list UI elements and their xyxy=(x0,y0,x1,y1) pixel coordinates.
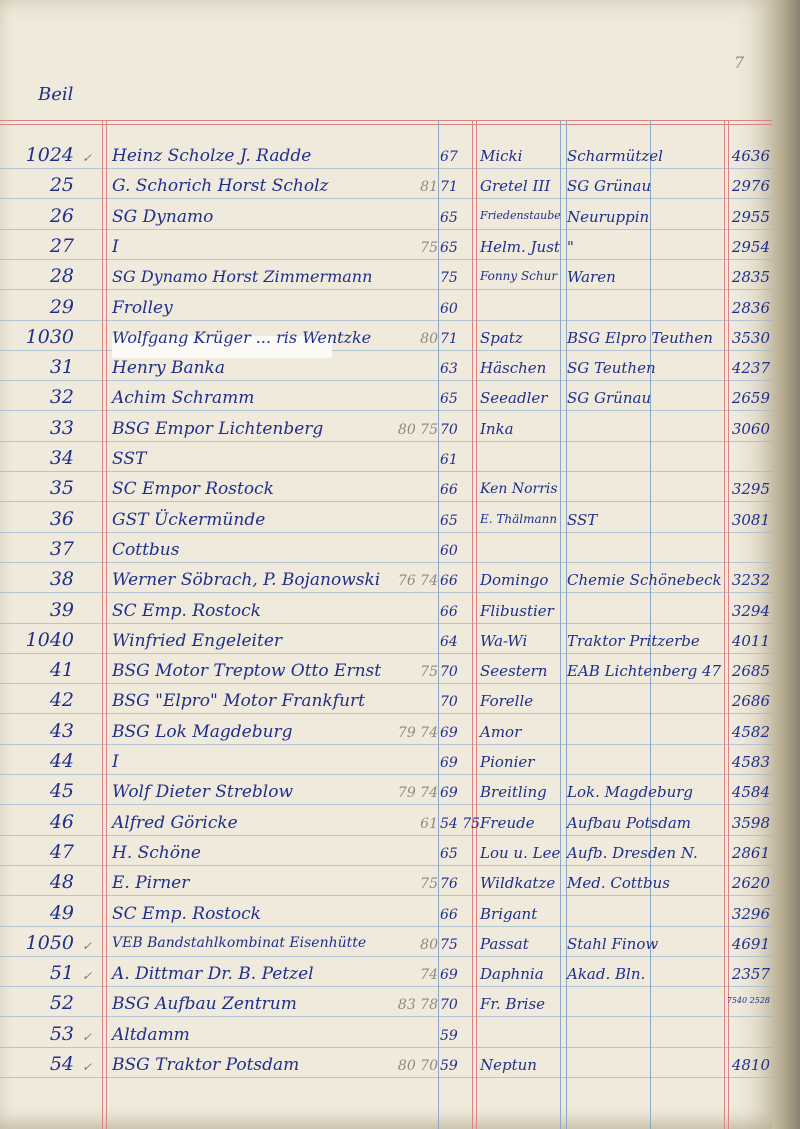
header-red-rule-2 xyxy=(0,124,772,125)
owner-name: GST Ückermünde xyxy=(112,509,266,530)
horse-name: Pionier xyxy=(480,753,535,771)
entry-number: 49 xyxy=(49,901,74,924)
year: 69 xyxy=(440,724,458,741)
owner-name: SC Empor Rostock xyxy=(112,479,274,500)
brand-number: 3598 xyxy=(731,813,770,832)
price: 80 75 xyxy=(397,421,438,438)
club: Scharmützel xyxy=(567,147,663,165)
year: 71 xyxy=(440,330,458,347)
owner-name: Alfred Göricke xyxy=(112,812,238,833)
owner-name: BSG "Elpro" Motor Frankfurt xyxy=(112,691,365,712)
owner-name: VEB Bandstahlkombinat Eisenhütte xyxy=(112,934,367,951)
brand-number: 2659 xyxy=(731,389,770,408)
horse-name: Wildkatze xyxy=(480,874,556,893)
entry-number: 36 xyxy=(49,507,74,530)
price: 75 xyxy=(420,239,438,256)
owner-name: SG Dynamo xyxy=(112,206,214,227)
year: 60 xyxy=(440,542,458,559)
brand-number: 4583 xyxy=(731,753,770,771)
owner-name: BSG Empor Lichtenberg xyxy=(112,418,324,439)
year: 66 xyxy=(440,482,458,499)
brand-number: 2836 xyxy=(731,298,770,317)
table-row xyxy=(0,384,772,412)
owner-name: Wolf Dieter Streblow xyxy=(112,782,294,803)
brand-number: 3232 xyxy=(731,571,770,590)
owner-name: E. Pirner xyxy=(112,873,190,894)
entry-number: 1024 xyxy=(25,144,74,166)
year: 66 xyxy=(440,603,458,620)
price: 76 74 xyxy=(397,573,438,590)
table-row xyxy=(0,354,772,382)
year: 69 xyxy=(440,755,458,771)
brand-number: 4584 xyxy=(731,783,770,802)
owner-name: Altdamm xyxy=(112,1024,190,1045)
year: 75 xyxy=(440,270,458,287)
owner-name: BSG Traktor Potsdam xyxy=(112,1055,300,1075)
year: 65 xyxy=(440,239,458,256)
entry-number: 53 xyxy=(49,1022,74,1045)
entry-number: 32 xyxy=(49,386,74,409)
brand-number: 4810 xyxy=(731,1056,770,1074)
brand-number: 3081 xyxy=(731,510,770,529)
entry-number: 51 xyxy=(49,962,74,985)
club: EAB Lichtenberg 47 xyxy=(567,662,722,681)
club: Stahl Finow xyxy=(567,934,659,953)
year: 70 xyxy=(440,421,458,438)
owner-name: Achim Schramm xyxy=(112,388,255,409)
horse-name: Breitling xyxy=(480,783,547,802)
entry-number: 46 xyxy=(49,810,74,833)
year: 75 xyxy=(440,936,458,953)
entry-number: 1050 xyxy=(25,931,74,954)
entry-number: 29 xyxy=(49,295,74,318)
horse-name: Häschen xyxy=(480,359,547,378)
entry-number: 43 xyxy=(49,719,74,742)
horse-name: Micki xyxy=(480,147,523,165)
table-row xyxy=(0,809,772,837)
entry-number: 52 xyxy=(49,992,74,1015)
table-row xyxy=(0,475,772,503)
brand-number: 2955 xyxy=(731,207,770,226)
table-row xyxy=(0,172,772,200)
table-row xyxy=(0,233,772,261)
book-edge xyxy=(772,0,800,1129)
page-header: Beil xyxy=(38,84,74,105)
entry-number: 35 xyxy=(49,477,74,500)
check-mark: ✓ xyxy=(82,969,93,984)
brand-number: 7540 2528 xyxy=(726,996,770,1006)
club: BSG Elpro Teuthen xyxy=(567,328,713,347)
year: 64 xyxy=(440,633,458,650)
horse-name: Fonny Schur xyxy=(480,269,558,284)
brand-number: 4582 xyxy=(731,722,770,741)
owner-name: SC Emp. Rostock xyxy=(112,600,261,621)
owner-name: I xyxy=(112,752,119,772)
entry-number: 28 xyxy=(49,265,74,288)
brand-number: 2954 xyxy=(731,237,770,256)
owner-name: H. Schöne xyxy=(112,842,201,863)
page-number: 7 xyxy=(734,53,745,72)
club: Med. Cottbus xyxy=(567,874,670,893)
year: 66 xyxy=(440,906,458,923)
horse-name: Domingo xyxy=(480,571,549,590)
owner-name: Henry Banka xyxy=(112,358,225,379)
owner-name: SC Emp. Rostock xyxy=(112,903,261,924)
owner-name: SG Dynamo Horst Zimmermann xyxy=(112,267,373,287)
owner-name: A. Dittmar Dr. B. Petzel xyxy=(112,964,314,985)
brand-number: 3530 xyxy=(731,328,770,347)
brand-number: 2357 xyxy=(731,965,770,984)
club: Waren xyxy=(567,268,616,287)
entry-number: 34 xyxy=(49,447,74,469)
horse-name: Friedenstaube xyxy=(480,208,561,222)
year: 65 xyxy=(440,845,458,862)
table-row xyxy=(0,597,772,625)
horse-name: Passat xyxy=(480,934,529,953)
table-row xyxy=(0,445,772,473)
club: Aufb. Dresden N. xyxy=(567,843,698,862)
table-row xyxy=(0,415,772,443)
table-row xyxy=(0,839,772,867)
year: 66 xyxy=(440,573,458,590)
club: SG Grünau xyxy=(567,389,652,408)
entry-number: 48 xyxy=(49,871,74,894)
brand-number: 2835 xyxy=(731,268,770,287)
table-row xyxy=(0,203,772,231)
table-row xyxy=(0,536,772,564)
price: 80 70 xyxy=(397,1058,438,1074)
horse-name: E. Thälmann xyxy=(480,511,558,526)
club: Akad. Bln. xyxy=(567,965,646,984)
brand-number: 2686 xyxy=(731,692,770,711)
horse-name: Seeadler xyxy=(480,389,548,408)
year: 70 xyxy=(440,997,458,1014)
brand-number: 3296 xyxy=(731,904,770,923)
table-row xyxy=(0,506,772,534)
year: 70 xyxy=(440,694,458,711)
brand-number: 4011 xyxy=(731,631,770,650)
owner-name: SST xyxy=(112,449,147,469)
year: 69 xyxy=(440,967,458,984)
horse-name: Gretel III xyxy=(480,177,551,196)
horse-name: Seestern xyxy=(480,662,548,681)
entry-number: 26 xyxy=(49,204,74,227)
horse-name: Wa-Wi xyxy=(480,631,528,650)
entry-number: 39 xyxy=(49,598,74,621)
price: 75 xyxy=(420,664,438,681)
table-row xyxy=(0,900,772,928)
price: 74 xyxy=(420,967,438,984)
club: Lok. Magdeburg xyxy=(567,783,694,802)
owner-name: Wolfgang Krüger ... ris Wentzke xyxy=(112,327,372,347)
brand-number: 2620 xyxy=(731,874,770,893)
year: 65 xyxy=(440,512,458,529)
price: 79 74 xyxy=(397,724,438,741)
price: 81 xyxy=(420,179,438,196)
entry-number: 25 xyxy=(49,174,74,197)
entry-number: 31 xyxy=(49,356,74,379)
year: 69 xyxy=(440,785,458,802)
club: Chemie Schönebeck xyxy=(567,571,722,590)
entry-number: 1040 xyxy=(25,628,74,651)
header-red-rule xyxy=(0,120,772,121)
table-row xyxy=(0,718,772,746)
brand-number: 3060 xyxy=(731,419,770,438)
year: 71 xyxy=(440,179,458,196)
horse-name: Neptun xyxy=(480,1056,537,1074)
entry-number: 45 xyxy=(49,780,74,803)
entry-number: 54 xyxy=(49,1053,74,1075)
year: 59 xyxy=(440,1027,458,1044)
owner-name: Heinz Scholze J. Radde xyxy=(112,146,312,166)
club: SG Grünau xyxy=(567,177,652,196)
table-row xyxy=(0,1021,772,1049)
entry-number: 42 xyxy=(49,689,74,712)
year: 60 xyxy=(440,300,458,317)
owner-name: G. Schorich Horst Scholz xyxy=(112,176,329,197)
owner-name: I xyxy=(112,236,119,257)
price: 80 xyxy=(420,936,438,953)
brand-number: 4691 xyxy=(731,934,770,953)
table-row xyxy=(0,294,772,322)
horse-name: Daphnia xyxy=(480,965,544,984)
horse-name: Brigant xyxy=(480,904,538,923)
year: 76 xyxy=(440,876,458,893)
entry-number: 38 xyxy=(49,568,74,591)
horse-name: Flibustier xyxy=(480,601,554,620)
entry-number: 37 xyxy=(49,537,74,560)
horse-name: Ken Norris xyxy=(480,481,558,498)
owner-name: BSG Motor Treptow Otto Ernst xyxy=(112,661,382,682)
year: 61 xyxy=(440,452,458,468)
entry-number: 41 xyxy=(49,659,74,682)
owner-name: Frolley xyxy=(112,297,173,318)
owner-name: Cottbus xyxy=(112,539,180,560)
club: SG Teuthen xyxy=(567,359,656,378)
table-row xyxy=(0,657,772,685)
table-row xyxy=(0,990,772,1018)
check-mark: ✓ xyxy=(82,1029,93,1044)
horse-name: Lou u. Lee xyxy=(480,843,561,862)
year: 67 xyxy=(440,149,458,165)
horse-name: Spatz xyxy=(480,328,523,347)
owner-name: BSG Aufbau Zentrum xyxy=(112,994,297,1015)
table-row xyxy=(0,687,772,715)
table-row xyxy=(0,324,772,352)
brand-number: 2861 xyxy=(731,843,770,862)
entry-number: 44 xyxy=(49,750,74,772)
horse-name: Amor xyxy=(480,722,522,741)
table-row xyxy=(0,930,772,958)
entry-number: 27 xyxy=(49,234,74,257)
table-row xyxy=(0,566,772,594)
owner-name: Werner Söbrach, P. Bojanowski xyxy=(112,570,381,591)
club: SST xyxy=(567,510,598,529)
year: 65 xyxy=(440,391,458,408)
horse-name: Helm. Just xyxy=(480,237,560,256)
brand-number: 2685 xyxy=(731,662,770,681)
brand-number: 2976 xyxy=(731,177,770,196)
price: 61 xyxy=(420,815,438,832)
owner-name: BSG Lok Magdeburg xyxy=(112,721,293,742)
year: 59 xyxy=(440,1058,458,1074)
year: 70 xyxy=(440,664,458,681)
table-row xyxy=(0,1051,772,1079)
price: 80 xyxy=(420,330,438,347)
price: 83 78 xyxy=(397,997,438,1014)
price: 75 xyxy=(420,876,438,893)
table-row xyxy=(0,627,772,655)
check-mark: ✓ xyxy=(82,1060,93,1074)
entry-number: 33 xyxy=(49,416,74,439)
year: 63 xyxy=(440,361,458,378)
check-mark: ✓ xyxy=(82,938,93,953)
brand-number: 4636 xyxy=(731,147,770,165)
brand-number: 4237 xyxy=(731,359,770,378)
year: 54 75 xyxy=(440,815,481,832)
brand-number: 3295 xyxy=(731,480,770,499)
brand-number: 3294 xyxy=(731,601,770,620)
table-row xyxy=(0,748,772,776)
horse-name: Forelle xyxy=(480,692,534,711)
table-row xyxy=(0,778,772,806)
year: 65 xyxy=(440,209,458,226)
owner-name: Winfried Engeleiter xyxy=(112,630,283,651)
table-row xyxy=(0,142,772,170)
check-mark: ✓ xyxy=(82,151,93,165)
club: Aufbau Potsdam xyxy=(567,813,692,832)
entry-number: 1030 xyxy=(25,325,74,348)
horse-name: Inka xyxy=(480,419,514,438)
table-row xyxy=(0,869,772,897)
table-row xyxy=(0,960,772,988)
horse-name: Fr. Brise xyxy=(480,995,546,1014)
entry-number: 47 xyxy=(49,840,74,863)
club: Neuruppin xyxy=(567,207,650,226)
horse-name: Freude xyxy=(480,813,535,832)
table-row xyxy=(0,263,772,291)
club: " xyxy=(567,237,574,256)
club: Traktor Pritzerbe xyxy=(567,631,700,650)
price: 79 74 xyxy=(397,785,438,802)
